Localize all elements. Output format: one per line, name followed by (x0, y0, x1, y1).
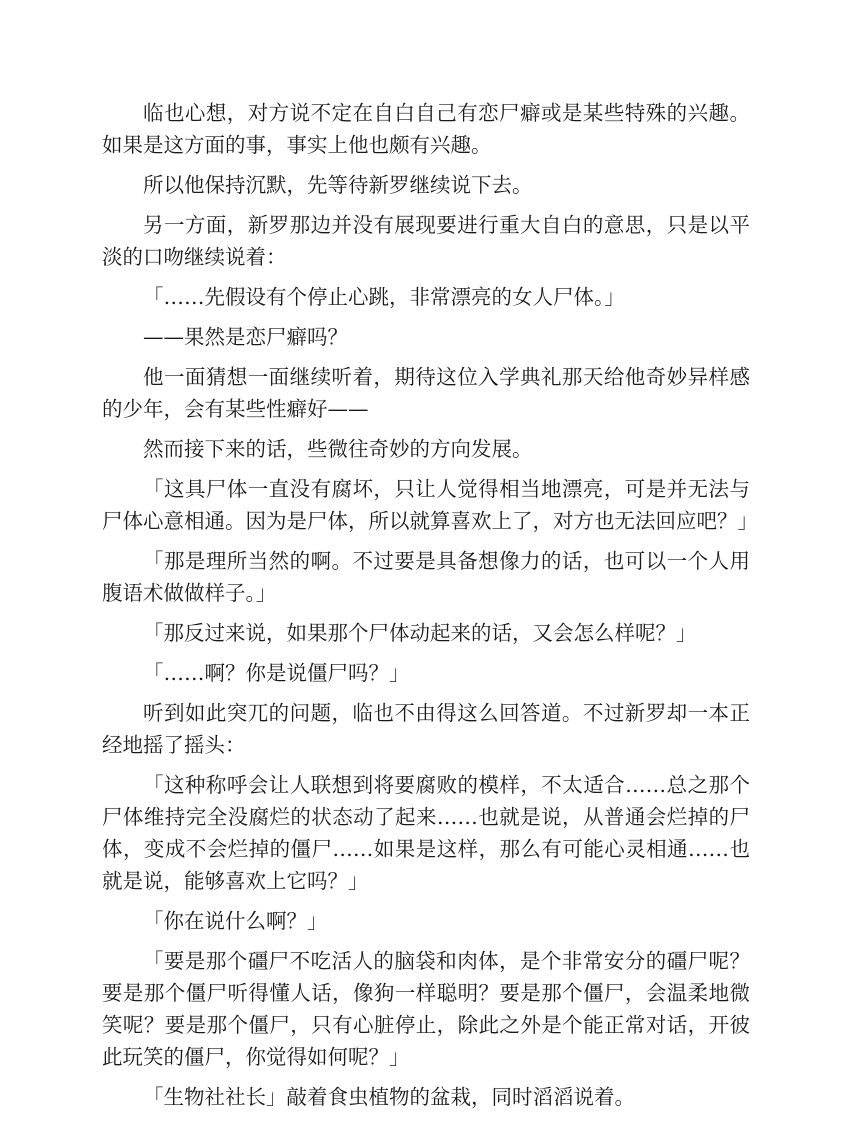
paragraph: 「……啊？你是说僵尸吗？」 (143, 661, 410, 685)
paragraph: 他一面猜想一面继续听着，期待这位入学典礼那天给他奇妙异样感的少年，会有某些性癖好—— (102, 365, 750, 421)
paragraph: 所以他保持沉默，先等待新罗继续说下去。 (143, 173, 533, 197)
paragraph: ——果然是恋尸癖吗？ (143, 325, 348, 349)
text-body (102, 97, 758, 1121)
paragraph: 「这具尸体一直没有腐坏，只让人觉得相当地漂亮，可是并无法与尸体心意相通。因为是尸体，所以就算喜欢上了，对方也无法回应吧？」 (102, 477, 758, 533)
paragraph: 临也心想，对方说不定在自白自己有恋尸癖或是某些特殊的兴趣。如果是这方面的事，事实上他也颇有兴趣。 (102, 101, 750, 157)
paragraph: 「这种称呼会让人联想到将要腐败的模样，不太适合……总之那个尸体维持完全没腐烂的状态动了起来……也就是说，从普通会烂掉的尸体，变成不会烂掉的僵尸……如果是这样，那么有可能心灵相通……也就是说，能够喜欢上它吗？」 (102, 773, 750, 893)
paragraph: 「那是理所当然的啊。不过要是具备想像力的话，也可以一个人用腹语术做做样子。」 (102, 549, 750, 605)
paragraph: 「要是那个礓尸不吃活人的脑袋和肉体，是个非常安分的礓尸呢？要是那个僵尸听得懂人话，像狗一样聪明？要是那个僵尸，会温柔地微笑呢？要是那个僵尸，只有心脏停止，除此之外是个能正常对话，开彼此玩笑的僵尸，你觉得如何呢？」 (102, 949, 750, 1069)
paragraph: 然而接下来的话，些微往奇妙的方向发展。 (143, 437, 533, 461)
paragraph: 「……先假设有个停止心跳，非常漂亮的女人尸体。」 (143, 285, 625, 309)
paragraph: 「你在说什么啊？」 (143, 909, 328, 933)
paragraph: 「生物社社长」敲着食虫植物的盆栽，同时滔滔说着。 (143, 1085, 635, 1109)
paragraph: 听到如此突兀的问题，临也不由得这么回答道。不过新罗却一本正经地摇了摇头： (102, 701, 750, 757)
paragraph: 另一方面，新罗那边并没有展现要进行重大自白的意思，只是以平淡的口吻继续说着： (102, 213, 750, 269)
paragraph: 「那反过来说，如果那个尸体动起来的话，又会怎么样呢？」 (143, 621, 697, 645)
